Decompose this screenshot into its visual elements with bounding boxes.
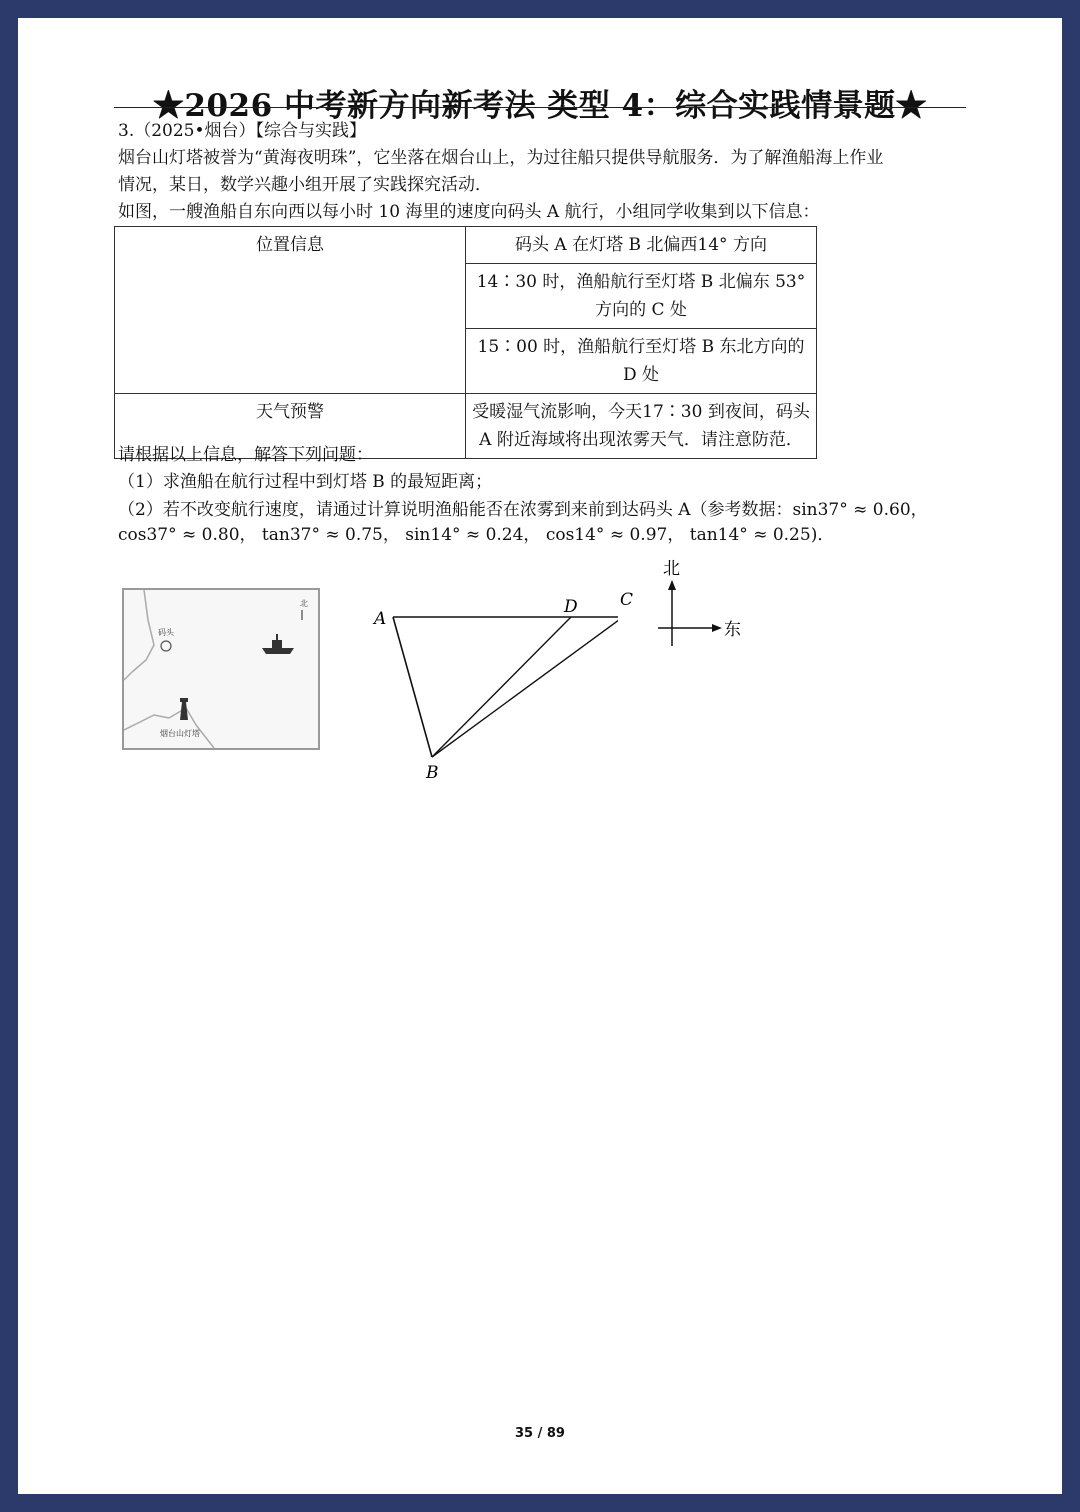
question-1: （1）求渔船在航行过程中到灯塔 B 的最短距离；: [118, 472, 493, 492]
position-info-dock: 码头 A 在灯塔 B 北偏西14° 方向: [466, 227, 817, 264]
label-point-c: C: [620, 590, 634, 610]
document-page: [18, 18, 1062, 1494]
map-lighthouse-label: 烟台山灯塔: [160, 729, 200, 738]
segment-bd: [432, 617, 571, 757]
east-arrow-icon: [712, 624, 722, 632]
position-info-c: 14∶30 时，渔船航行至灯塔 B 北偏东 53° 方向的 C 处: [466, 264, 817, 329]
north-arrow-icon: [668, 580, 676, 590]
page-number: 35 / 89: [515, 1426, 565, 1441]
page-title: ★2026 中考新方向新考法 类型 4：综合实践情景题★: [152, 88, 928, 124]
dock-icon: [161, 641, 171, 651]
map-photo: [122, 588, 320, 750]
problem-number: 3.（2025•烟台）【综合与实践】: [118, 121, 367, 141]
intro-line-1: 烟台山灯塔被誉为“黄海夜明珠”，它坐落在烟台山上，为过往船只提供导航服务．为了解渔船海上作业: [118, 148, 884, 168]
map-dock-label: 码头: [158, 628, 174, 637]
compass: [654, 556, 764, 656]
segment-bc: [432, 617, 618, 757]
map-illustration: [124, 590, 318, 748]
label-point-b: B: [426, 763, 439, 783]
question-2-line-1: （2）若不改变航行速度，请通过计算说明渔船能否在浓雾到来前到达码头 A（参考数据：sin37° ≈ 0.60，: [118, 500, 928, 520]
geometry-diagram: [368, 558, 618, 788]
weather-warning-label: 天气预警: [115, 394, 466, 459]
instruction: 请根据以上信息，解答下列问题：: [118, 445, 373, 465]
compass-east-label: 东: [724, 620, 741, 640]
position-info-d: 15∶00 时，渔船航行至灯塔 B 东北方向的 D 处: [466, 329, 817, 394]
label-point-a: A: [374, 609, 387, 629]
segment-ab: [393, 617, 432, 757]
position-info-label: 位置信息: [115, 227, 466, 394]
label-point-d: D: [564, 597, 578, 617]
title-divider: [114, 107, 966, 108]
label-c-holder: [618, 583, 638, 613]
map-north-label: 北: [300, 599, 308, 608]
intro-line-2: 情况，某日，数学兴趣小组开展了实践探究活动．: [118, 175, 492, 195]
intro-line-3: 如图，一艘渔船自东向西以每小时 10 海里的速度向码头 A 航行，小组同学收集到以下信息：: [118, 202, 820, 222]
weather-warning-text: 受暖湿气流影响，今天17∶30 到夜间，码头 A 附近海域将出现浓雾天气．请注意防范．: [466, 394, 817, 459]
ship-icon: [262, 634, 294, 654]
question-2-line-2: cos37° ≈ 0.80， tan37° ≈ 0.75， sin14° ≈ 0.24， cos14° ≈ 0.97， tan14° ≈ 0.25)．: [118, 525, 835, 545]
info-table: [114, 226, 817, 459]
compass-north-label: 北: [663, 559, 680, 579]
